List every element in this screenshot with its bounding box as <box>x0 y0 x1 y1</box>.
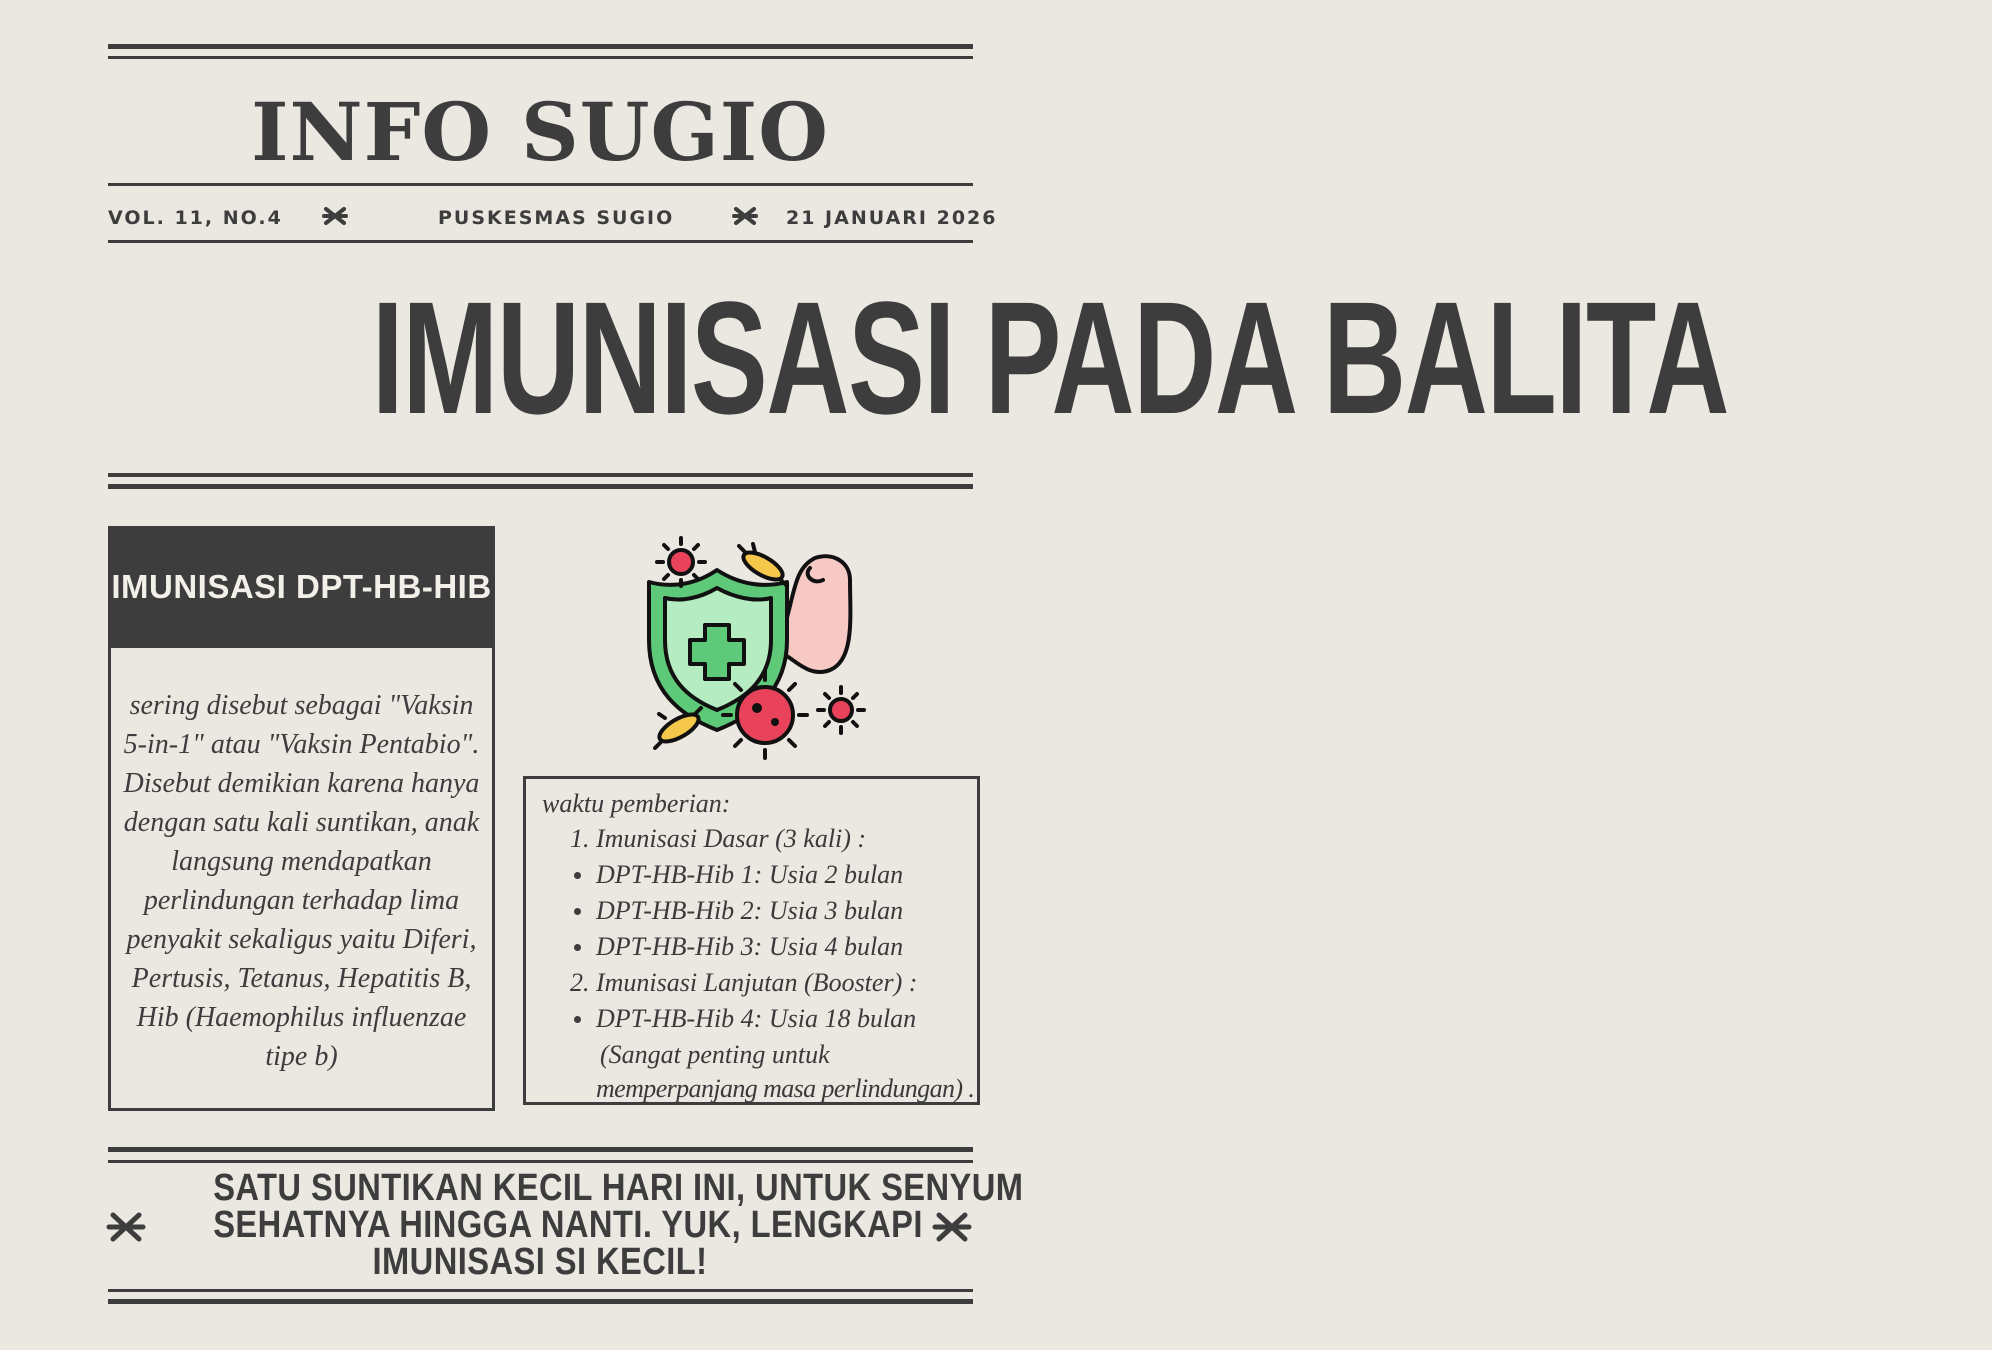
footer-rule-thin <box>108 1160 973 1163</box>
bullet <box>574 872 581 879</box>
article-heading: IMUNISASI DPT-HB-HIB <box>108 526 495 648</box>
bullet <box>574 908 581 915</box>
article-body-frame <box>108 648 495 1111</box>
asterisk-icon <box>732 203 758 229</box>
meta-rule-bottom <box>108 240 973 243</box>
top-rule-thick <box>108 44 973 49</box>
asterisk-icon <box>932 1210 972 1244</box>
footer-rule-bottom-thick <box>108 1299 973 1304</box>
list-item: DPT-HB-Hib 4: Usia 18 bulan <box>596 1004 917 1033</box>
list-item: DPT-HB-Hib 2: Usia 3 bulan <box>596 896 904 925</box>
list-item: DPT-HB-Hib 3: Usia 4 bulan <box>596 932 904 961</box>
immunity-shield-icon <box>645 530 875 760</box>
list-note: memperpanjang masa perlindungan) . <box>596 1074 975 1103</box>
list-item: Imunisasi Lanjutan (Booster) : <box>596 968 918 997</box>
footer-line: IMUNISASI SI KECIL! <box>372 1241 708 1283</box>
schedule-title: waktu pemberian: <box>542 789 731 818</box>
list-note: (Sangat penting untuk <box>600 1040 830 1069</box>
list-item: Imunisasi Dasar (3 kali) : <box>596 824 867 853</box>
headline-rule-thin <box>108 473 973 477</box>
footer-line: SEHATNYA HINGGA NANTI. YUK, LENGKAPI <box>213 1204 923 1246</box>
footer-rule-bottom-thin <box>108 1289 973 1292</box>
schedule-box <box>523 776 980 1105</box>
asterisk-icon <box>106 1210 146 1244</box>
asterisk-icon <box>322 203 348 229</box>
headline <box>108 250 1729 465</box>
bullet <box>574 1016 581 1023</box>
top-rule-thin <box>108 56 973 59</box>
headline-rule-thick <box>108 484 973 489</box>
list-number: 1. <box>570 824 590 853</box>
footer-line: SATU SUNTIKAN KECIL HARI INI, UNTUK SENYUM <box>213 1167 1024 1209</box>
headline-text: IMUNISASI PADA BALITA <box>371 268 1729 447</box>
article-box <box>108 526 495 1114</box>
masthead-rule-bottom <box>108 183 973 186</box>
list-number: 2. <box>570 968 590 997</box>
article-body: sering disebut sebagai "Vaksin 5-in-1" atau "Vaksin Pentabio". Disebut demikian karena hanya dengan satu kali suntikan, anak langsung mendapatkan perlindungan terhadap lima penyakit sekaligus yaitu Diferi, Pertusis, Tetanus, Hepatitis B, Hib (Haemophilus influenzae tipe b) <box>123 690 480 1072</box>
bullet <box>574 944 581 951</box>
volume-label: VOL. 11, NO.4 <box>108 207 283 229</box>
list-item: DPT-HB-Hib 1: Usia 2 bulan <box>596 860 904 889</box>
masthead-title: INFO SUGIO <box>251 85 829 179</box>
footer-slogan <box>160 1167 1024 1283</box>
date-label: 21 JANUARI 2026 <box>786 207 998 229</box>
publisher-label: PUSKESMAS SUGIO <box>438 207 675 229</box>
footer-rule-thick <box>108 1147 973 1152</box>
